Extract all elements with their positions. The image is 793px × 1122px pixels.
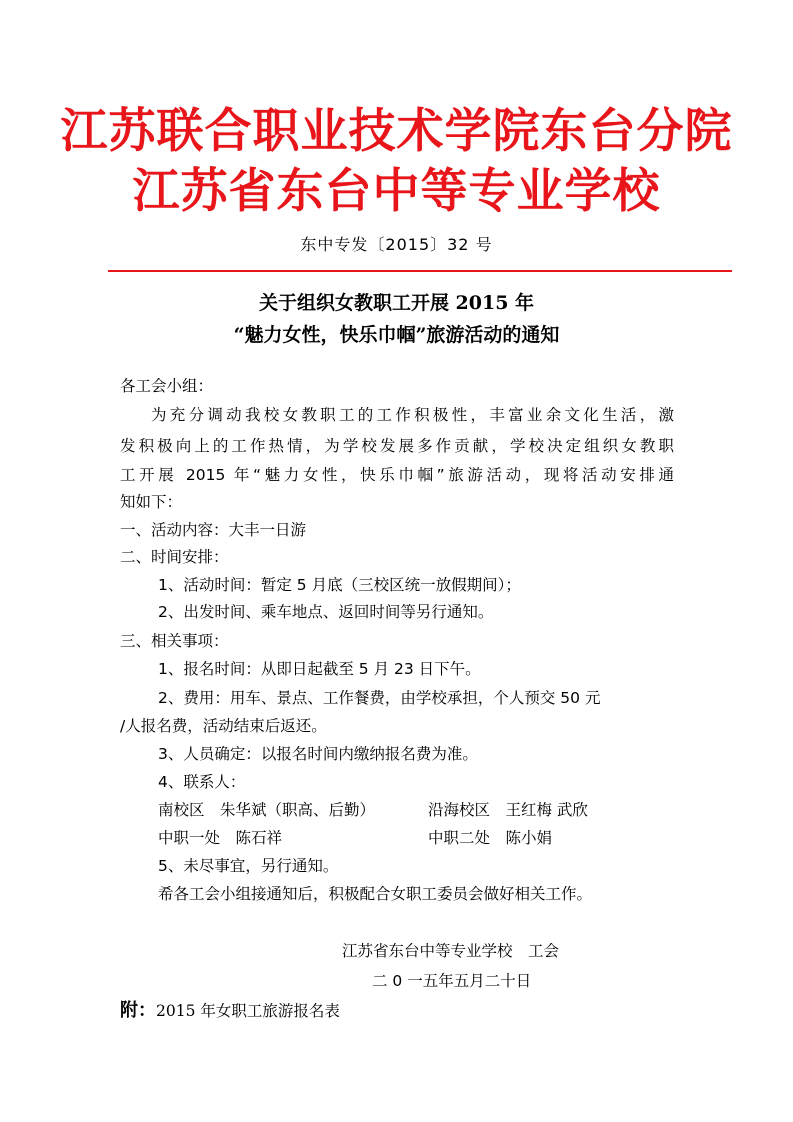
matter-item: 3、人员确定：以报名时间内缴纳报名费为准。 <box>158 745 478 763</box>
intro-line: 为充分调动我校女教职工的工作积极性，丰富业余文化生活，激 <box>151 406 674 424</box>
schedule-item: 1、活动时间：暂定 5 月底（三校区统一放假期间）； <box>158 576 521 594</box>
section-activity: 一、活动内容：大丰一日游 <box>120 521 307 539</box>
intro-line: 知如下： <box>120 493 183 511</box>
schedule-item: 2、出发时间、乘车地点、返回时间等另行通知。 <box>158 603 494 621</box>
section-schedule: 二、时间安排： <box>120 548 229 566</box>
contact-entry: 沿海校区 王红梅 武欣 <box>428 801 588 819</box>
signature-date: 二 0 一五年五月二十日 <box>372 972 532 990</box>
intro-line: 发积极向上的工作热情，为学校发展多作贡献，学校决定组织女教职 <box>120 437 674 455</box>
red-divider <box>108 270 732 272</box>
contact-entry: 南校区 朱华斌（职高、后勤） <box>158 801 376 819</box>
attachment-note <box>120 1002 340 1020</box>
closing-sentence: 希各工会小组接通知后，积极配合女职工委员会做好相关工作。 <box>158 885 593 903</box>
matter-item: 2、费用：用车、景点、工作餐费，由学校承担，个人预交 50 元 <box>158 689 601 707</box>
matter-item: 4、联系人： <box>158 773 246 791</box>
notice-title-line1: 关于组织女教职工开展 2015 年 <box>258 292 535 314</box>
salutation: 各工会小组： <box>120 377 214 395</box>
signature-org: 江苏省东台中等专业学校 工会 <box>342 942 560 960</box>
attachment-label: 附： <box>120 1000 156 1021</box>
document-number: 东中专发〔2015〕32 号 <box>300 235 493 254</box>
intro-line: 工开展 2015 年“魅力女性，快乐巾帼”旅游活动，现将活动安排通 <box>120 466 674 484</box>
matter-item-cont: /人报名费，活动结束后返还。 <box>120 717 327 735</box>
section-matters: 三、相关事项： <box>120 632 229 650</box>
org-title-line1: 江苏联合职业技术学院东台分院 <box>60 104 733 159</box>
matter-item: 1、报名时间：从即日起截至 5 月 23 日下午。 <box>158 660 481 678</box>
matter-item: 5、未尽事宜，另行通知。 <box>158 857 339 875</box>
attachment-text: 2015 年女职工旅游报名表 <box>156 1002 340 1020</box>
contact-entry: 中职一处 陈石祥 <box>158 829 283 847</box>
contact-entry: 中职二处 陈小娟 <box>428 829 553 847</box>
org-title-line2: 江苏省东台中等专业学校 <box>132 164 661 219</box>
notice-title-line2: “魅力女性，快乐巾帼”旅游活动的通知 <box>233 324 560 346</box>
